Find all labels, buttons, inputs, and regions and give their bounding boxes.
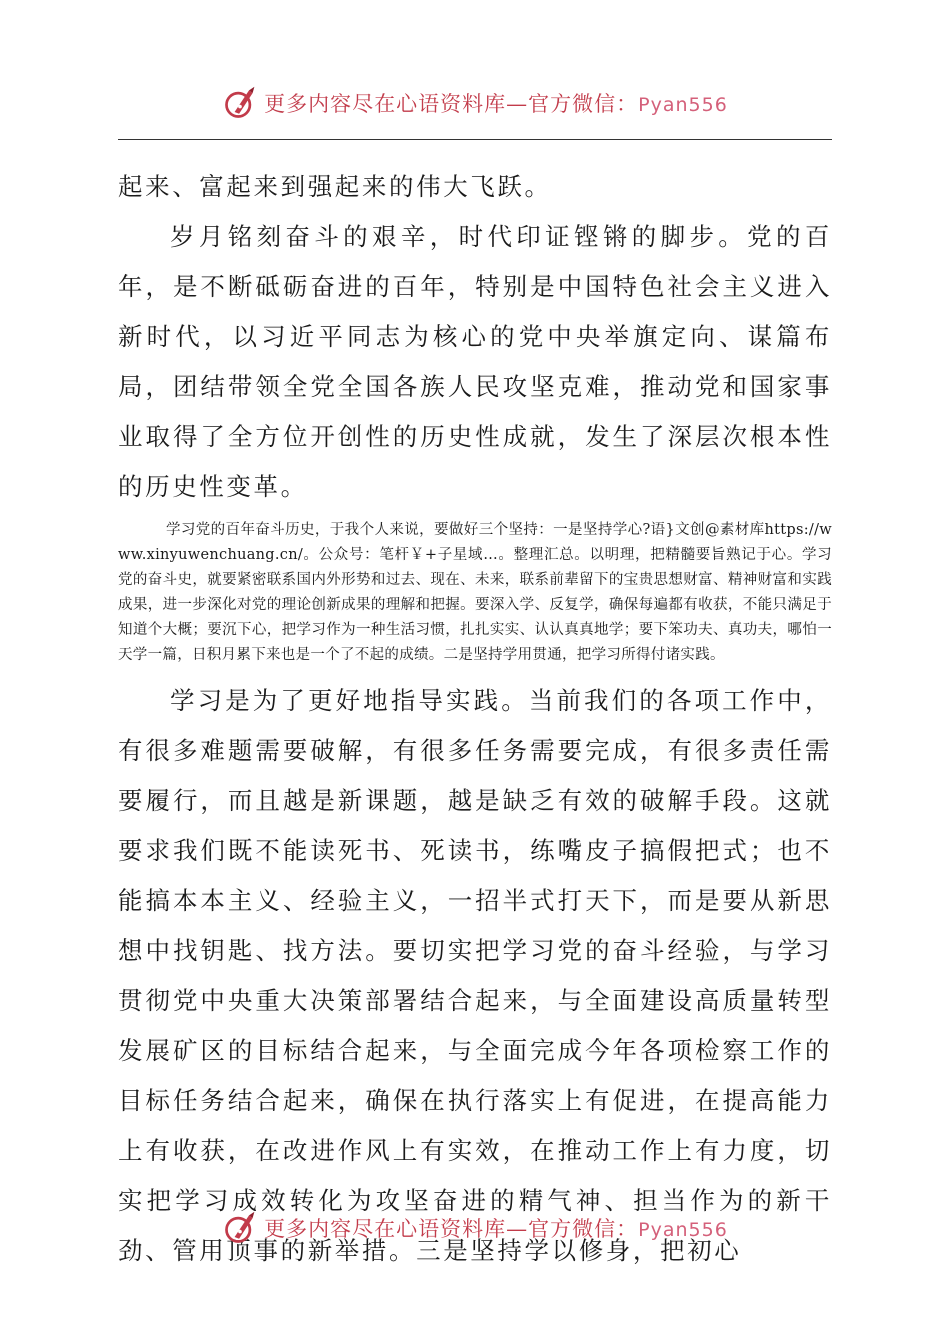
- header-banner-wechat: Pyan556: [638, 94, 728, 116]
- body-paragraph-2: 岁月铭刻奋斗的艰辛，时代印证铿锵的脚步。党的百年，是不断砥砺奋进的百年，特别是中国特色社会主义进入新时代，以习近平同志为核心的党中央举旗定向、谋篇布局，团结带领全党全国各族人民攻坚克难，推动党和国家事业取得了全方位开创性的历史性成就，发生了深层次根本性的历史性变革。: [118, 222, 832, 501]
- header-banner: [0, 78, 950, 128]
- footer-banner: [0, 1203, 950, 1253]
- header-banner-label: 官方微信：: [528, 92, 639, 116]
- body-paragraph-1: 起来、富起来到强起来的伟大飞跃。: [118, 172, 552, 201]
- footer-banner-main: 更多内容尽在心语资料库: [264, 1217, 507, 1241]
- header-banner-inner: [222, 85, 728, 121]
- footer-banner-text: [264, 1213, 728, 1243]
- header-divider: [118, 139, 832, 140]
- footer-banner-inner: [222, 1210, 728, 1246]
- footer-banner-sep: —: [506, 1217, 529, 1241]
- footer-banner-label: 官方微信：: [528, 1217, 639, 1241]
- pen-nib-logo-icon: [222, 1210, 258, 1246]
- body-paragraph-3: 学习是为了更好地指导实践。当前我们的各项工作中，有很多难题需要破解，有很多任务需要完成，有很多责任需要履行，而且越是新课题，越是缺乏有效的破解手段。这就要求我们既不能读死书、死读书，练嘴皮子搞假把式；也不能搞本本主义、经验主义，一招半式打天下，而是要从新思想中找钥匙、找方法。要切实把学习党的奋斗经验，与学习贯彻党中央重大决策部署结合起来，与全面建设高质量转型发展矿区的目标结合起来，与全面完成今年各项检察工作的目标任务结合起来，确保在执行落实上有促进，在提高能力上有收获，在改进作风上有实效，在推动工作上有力度，切实把学习成效转化为攻坚奋进的精气神、担当作为的新干劲、管用顶事的新举措。三是坚持学以修身，把初心: [118, 686, 832, 1265]
- header-banner-sep: —: [506, 92, 529, 116]
- body-small-paragraph: 学习党的百年奋斗历史，于我个人来说，要做好三个坚持：一是坚持学心?语}文创@素材库https://www.xinyuwenchuang.cn/。公众号：笔杆￥+子星域…。整理汇总。以明理，把精髓要旨熟记于心。学习党的奋斗史，就要紧密联系国内外形势和过去、现在、未来，联系前辈留下的宝贵思想财富、精神财富和实践成果，进一步深化对党的理论创新成果的理解和把握。要深入学、反复学，确保每遍都有收获，不能只满足于知道个大概；要沉下心，把学习作为一种生活习惯，扎扎实实、认认真真地学；要下笨功夫、真功夫，哪怕一天学一篇，日积月累下来也是一个了不起的成绩。二是坚持学用贯通，把学习所得付诸实践。: [118, 522, 832, 663]
- header-banner-main: 更多内容尽在心语资料库: [264, 92, 507, 116]
- pen-nib-logo-icon: [222, 85, 258, 121]
- footer-banner-wechat: Pyan556: [638, 1219, 728, 1241]
- document-body: [118, 162, 832, 1276]
- header-banner-text: [264, 88, 728, 118]
